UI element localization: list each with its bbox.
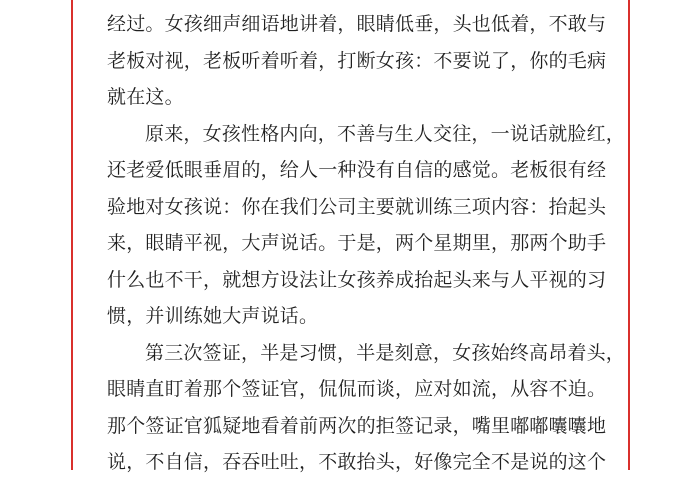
body-text xyxy=(107,6,626,481)
text-line: 经过。女孩细声细语地讲着，眼睛低垂，头也低着，不敢与 xyxy=(107,13,607,35)
text-line: 眼睛直盯着那个签证官，侃侃而谈，应对如流，从容不迫。 xyxy=(107,378,607,400)
text-line: 惯，并训练她大声说话。 xyxy=(107,305,319,327)
text-line: 那个签证官狐疑地看着前两次的拒签记录，嘴里嘟嘟囔囔地 xyxy=(107,414,607,437)
text-line: 验地对女孩说：你在我们公司主要就训练三项内容：抬起头 xyxy=(107,195,607,218)
text-line-paragraph-start: 第三次签证，半是习惯，半是刻意，女孩始终高昂着头， xyxy=(145,341,626,364)
text-line: 来，眼睛平视，大声说话。于是，两个星期里，那两个助手 xyxy=(107,232,607,254)
right-border-line xyxy=(628,0,630,470)
text-line: 就在这。 xyxy=(107,86,184,108)
text-line: 还老爱低眼垂眉的，给人一种没有自信的感觉。老板很有经 xyxy=(107,159,607,181)
text-line-paragraph-start: 原来，女孩性格内向，不善与生人交往，一说话就脸红， xyxy=(145,122,626,145)
text-line: 说，不自信，吞吞吐吐，不敢抬头，好像完全不是说的这个 xyxy=(107,451,607,473)
text-line: 老板对视，老板听着听着，打断女孩：不要说了，你的毛病 xyxy=(107,49,607,72)
left-border-line xyxy=(71,0,73,470)
text-line: 什么也不干，就想方设法让女孩养成抬起头来与人平视的习 xyxy=(107,268,607,291)
